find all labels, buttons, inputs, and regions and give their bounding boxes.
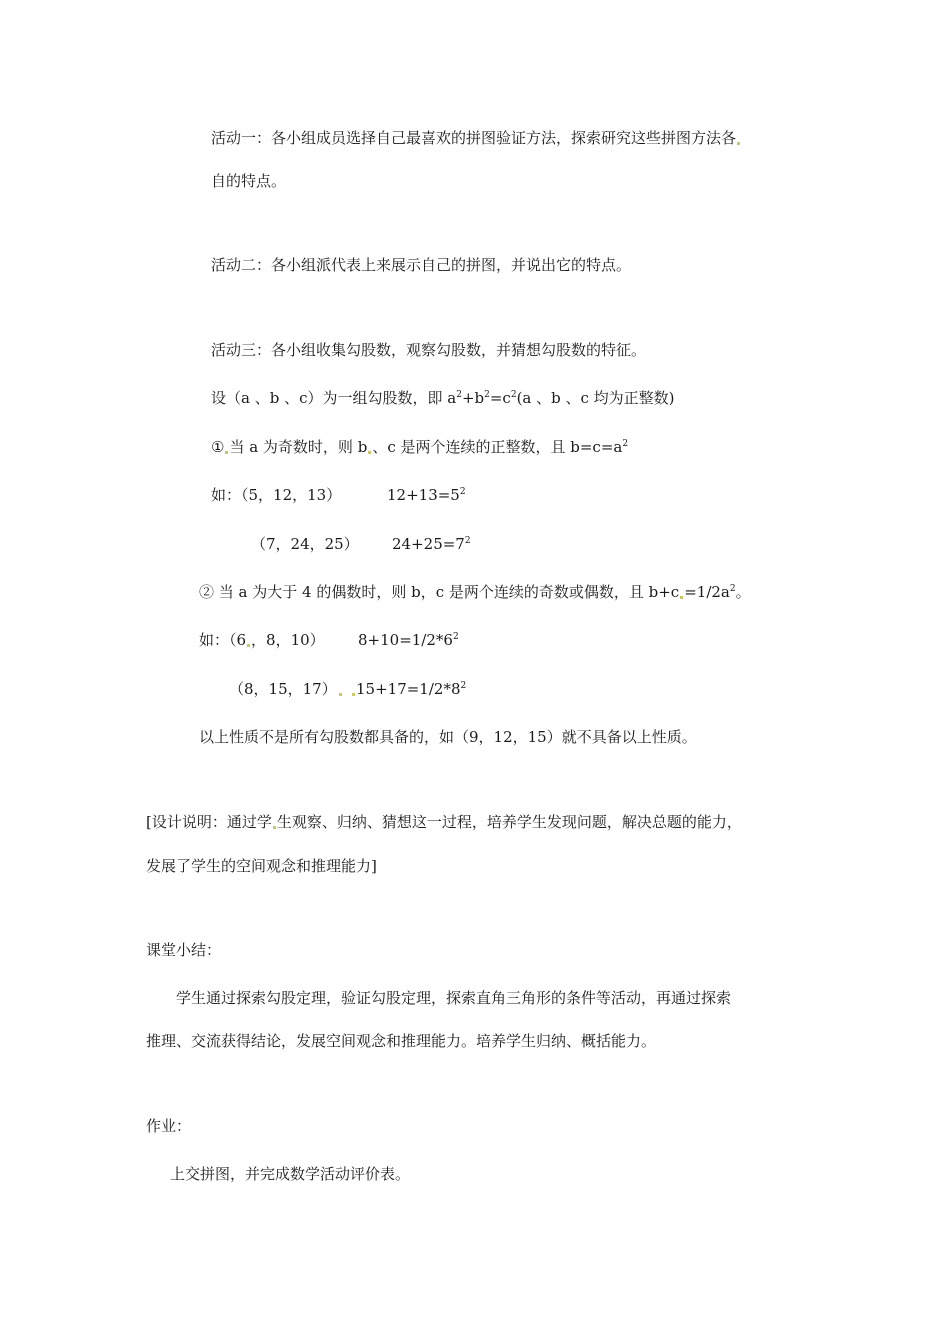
design-note-line2: 发展了学生的空间观念和推理能力] (146, 857, 377, 875)
example3-formula: $8+10=1/2*6^2$ (358, 631, 459, 649)
example1-formula: $12+13=5^2$ (387, 486, 466, 504)
mark-dot (352, 693, 355, 696)
activity1-line2: 自的特点。 (211, 172, 287, 190)
mark-dot (368, 451, 371, 454)
summary-line2: 推理、交流获得结论，发展空间观念和推理能力。培养学生归纳、概括能力。 (146, 1032, 657, 1050)
summary-line1: 学生通过探索勾股定理，验证勾股定理，探索直角三角形的条件等活动，再通过探索 (176, 989, 732, 1007)
example2-formula: $24+25=7^2$ (392, 535, 471, 553)
example4-formula: $15+17=1/2*8^2$ (338, 679, 466, 699)
homework-heading: 作业： (146, 1117, 192, 1135)
mark-dot (273, 826, 276, 829)
example4-label: （8，15，17） (229, 680, 337, 698)
activity3: 活动三：各小组收集勾股数，观察勾股数，并猜想勾股数的特征。 (211, 341, 647, 359)
mark-dot (680, 596, 683, 599)
setup-line: 设（a 、b 、c）为一组勾股数，即 $a^2+b^2=c^2(a$ 、b 、c 均为正整数) (211, 389, 675, 407)
note-line: 以上性质不是所有勾股数都具备的，如（9，12，15）就不具备以上性质。 (199, 728, 697, 746)
mark-dot (737, 142, 740, 145)
mark-dot (339, 693, 342, 696)
example1-label: 如：（5，12，13） (211, 486, 342, 504)
activity2: 活动二：各小组派代表上来展示自己的拼图，并说出它的特点。 (211, 256, 632, 274)
example2-label: （7，24，25） (251, 535, 359, 553)
mark-dot (225, 451, 228, 454)
mark-dot (247, 644, 250, 647)
design-note-line1: [设计说明：通过学 生观察、归纳、猜想这一过程，培养学生发现问题，解决总题的能力， (146, 813, 742, 831)
case2-line: ② 当 a 为大于 4 的偶数时，则 b，c 是两个连续的奇数或偶数，且 $b+c =1/2a^2$。 (199, 583, 751, 601)
homework-text: 上交拼图，并完成数学活动评价表。 (170, 1165, 411, 1183)
example3-label: 如：（6 ，8，10） (199, 631, 325, 649)
summary-heading: 课堂小结： (146, 941, 222, 959)
case1-line: ① 当 a 为奇数时，则 b 、c 是两个连续的正整数，且 $b=c=a^2$ (211, 438, 629, 456)
activity1-line1: 活动一：各小组成员选择自己最喜欢的拼图验证方法，探索研究这些拼图方法各 (211, 128, 741, 148)
